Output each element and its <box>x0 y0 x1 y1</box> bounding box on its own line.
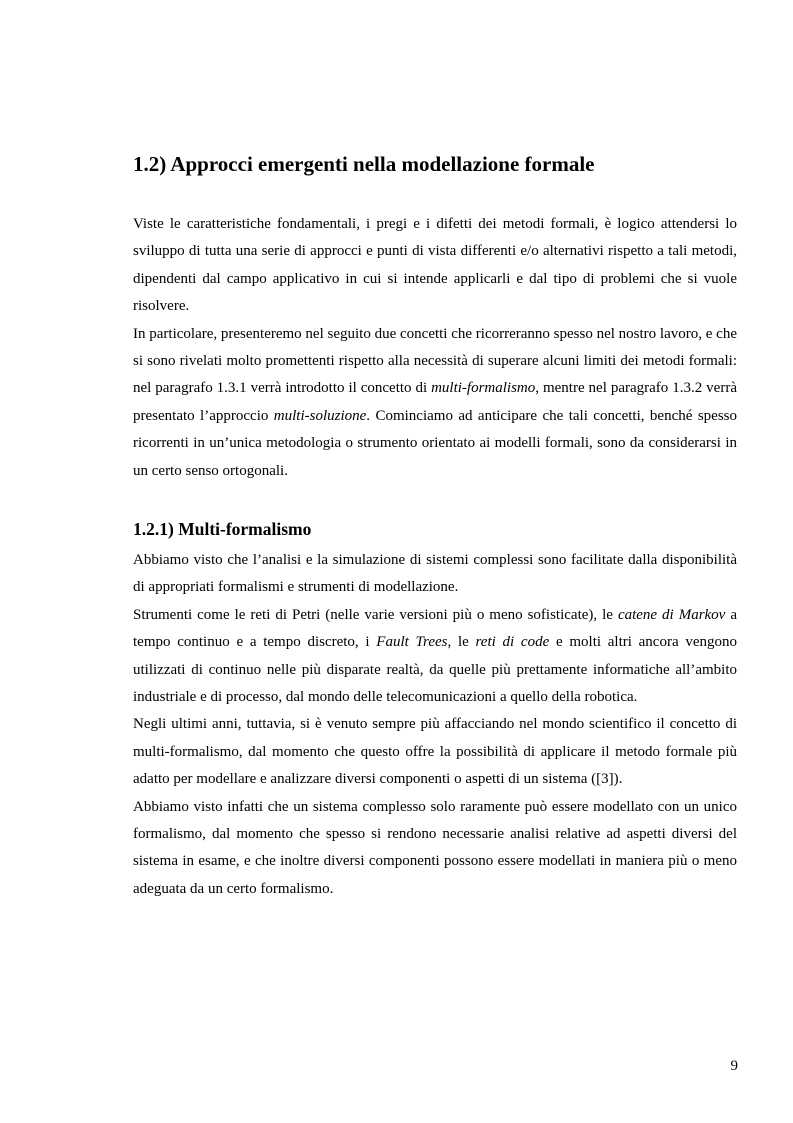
text-run: , le <box>447 634 476 651</box>
paragraph <box>133 321 737 485</box>
section-heading: 1.2) Approcci emergenti nella modellazione formale <box>133 152 595 176</box>
subsection-heading: 1.2.1) Multi-formalismo <box>133 519 312 539</box>
text-run: Strumenti come le reti di Petri (nelle varie versioni più o meno sofisticate), le <box>133 606 618 623</box>
text-run: e molti altri ancora vengono utilizzati di continuo nelle più disparate realtà, da quelle più prettamente informatiche all’ambito industriale e di processo, dal mondo delle telecomunicazioni a quello della robotica. <box>133 634 738 706</box>
section-body <box>133 211 737 485</box>
paragraph: Abbiamo visto infatti che un sistema complesso solo raramente può essere modellato con un unico formalismo, dal momento che spesso si rendono necessarie analisi relative ad aspetti diversi del sistema in esame, e che inoltre diversi componenti possono essere modellati in maniera più o meno adeguata da un certo formalismo. <box>133 798 737 897</box>
italic-term: multi-formalismo <box>431 380 536 397</box>
italic-term: Fault Trees <box>376 634 448 651</box>
text-run: a tempo continuo e a tempo discreto, i <box>133 606 737 651</box>
paragraph: Negli ultimi anni, tuttavia, si è venuto sempre più affacciando nel mondo scientifico il concetto di multi-formalismo, dal momento che questo offre la possibilità di applicare il metodo formale più adatto per modellare e analizzare diversi componenti o aspetti di un sistema ([3]). <box>133 716 737 788</box>
paragraph: Abbiamo visto che l’analisi e la simulazione di sistemi complessi sono facilitate dalla disponibilità di appropriati formalismi e strumenti di modellazione. <box>133 552 737 596</box>
italic-term: reti di code <box>475 634 550 651</box>
text-run: , mentre nel paragrafo 1.3.2 verrà presentato l’approccio <box>133 380 737 424</box>
italic-term: multi-soluzione <box>273 407 367 424</box>
italic-term: catene di Markov <box>617 606 726 623</box>
subsection-body <box>133 547 737 903</box>
paragraph: Viste le caratteristiche fondamentali, i pregi e i difetti dei metodi formali, è logico attendersi lo sviluppo di tutta una serie di approcci e punti di vista differenti e/o alternativi rispetto a tali metodi, dipendenti dal campo applicativo in cui si intende applicarli e dal tipo di problemi che si vuole risolvere. <box>133 216 737 315</box>
paragraph <box>133 602 737 712</box>
text-run: In particolare, presenteremo nel seguito due concetti che ricorreranno spesso nel nostro lavoro, e che si sono rivelati molto promettenti rispetto alla necessità di superare alcuni limiti dei metodi formali: nel paragrafo 1.3.1 verrà introdotto il concetto di <box>133 325 737 397</box>
text-run: . Cominciamo ad anticipare che tali concetti, benché spesso ricorrenti in un’unica metodologia o strumento orientato ai modelli formali, sono da considerarsi in un certo senso ortogonali. <box>133 407 737 479</box>
page-number: 9 <box>730 1058 738 1074</box>
